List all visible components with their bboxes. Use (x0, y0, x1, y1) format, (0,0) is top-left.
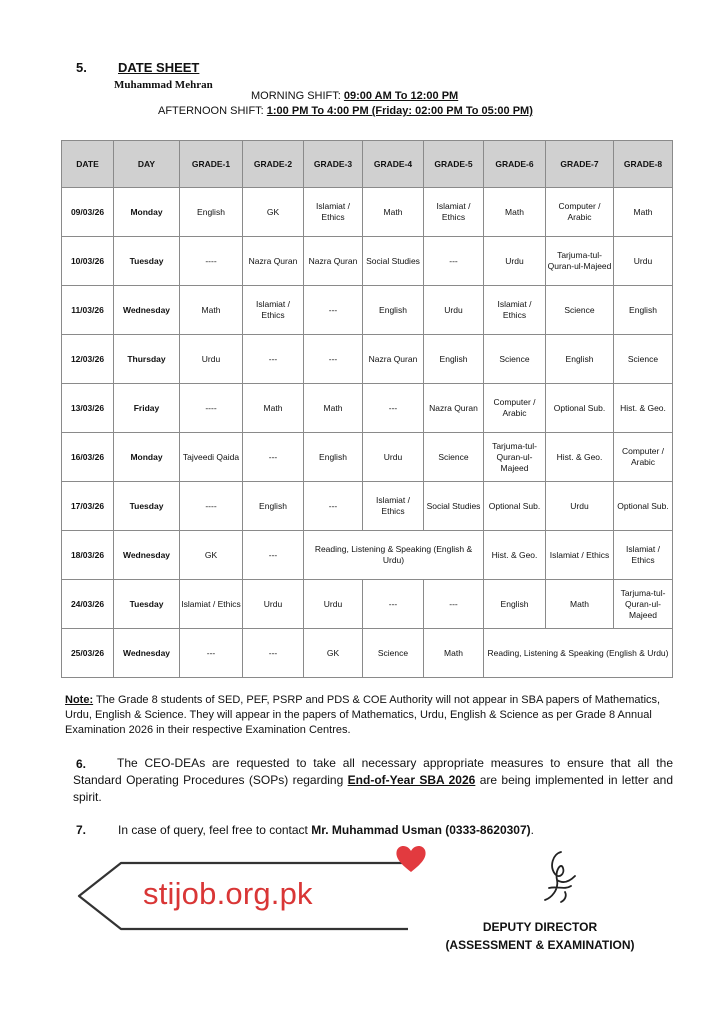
column-header: GRADE-7 (546, 141, 614, 188)
subject-cell: Science (484, 335, 546, 384)
date-cell: 25/03/26 (62, 629, 114, 678)
subject-cell: Urdu (304, 580, 363, 629)
subject-cell: Islamiat / Ethics (614, 531, 673, 580)
subject-cell: Math (304, 384, 363, 433)
subject-cell: Social Studies (424, 482, 484, 531)
subject-cell: English (180, 188, 243, 237)
table-row (62, 433, 673, 482)
author-name: Muhammad Mehran (114, 79, 213, 91)
subject-cell: English (304, 433, 363, 482)
subject-cell: Math (484, 188, 546, 237)
subject-cell: English (424, 335, 484, 384)
subject-cell: Science (546, 286, 614, 335)
paragraph-7-end: . (530, 823, 534, 837)
subject-cell: Math (363, 188, 424, 237)
table-row (62, 237, 673, 286)
column-header: GRADE-8 (614, 141, 673, 188)
subject-cell: ---- (180, 237, 243, 286)
subject-cell: Computer / Arabic (546, 188, 614, 237)
day-cell: Wednesday (114, 286, 180, 335)
paragraph-6-text: The CEO-DEAs are requested to take all necessary appropriate measures to ensure that all the Standard Operating Procedures (SOPs) regarding (73, 756, 673, 787)
table-row (62, 531, 673, 580)
day-cell: Monday (114, 433, 180, 482)
table-row (62, 188, 673, 237)
subject-cell: Computer / Arabic (614, 433, 673, 482)
day-cell: Friday (114, 384, 180, 433)
subject-cell: Urdu (614, 237, 673, 286)
subject-cell: Optional Sub. (614, 482, 673, 531)
subject-cell: Nazra Quran (304, 237, 363, 286)
date-cell: 10/03/26 (62, 237, 114, 286)
subject-cell: --- (180, 629, 243, 678)
subject-cell: Urdu (484, 237, 546, 286)
day-cell: Wednesday (114, 531, 180, 580)
subject-cell: Islamiat / Ethics (180, 580, 243, 629)
subject-cell: Reading, Listening & Speaking (English & Urdu) (304, 531, 484, 580)
subject-cell: Tarjuma-tul-Quran-ul-Majeed (484, 433, 546, 482)
subject-cell: --- (304, 286, 363, 335)
date-cell: 09/03/26 (62, 188, 114, 237)
watermark-text: stijob.org.pk (143, 876, 313, 911)
subject-cell: Islamiat / Ethics (484, 286, 546, 335)
date-cell: 11/03/26 (62, 286, 114, 335)
signature-image (535, 848, 583, 906)
paragraph-7 (118, 823, 534, 837)
day-cell: Wednesday (114, 629, 180, 678)
subject-cell: Science (614, 335, 673, 384)
subject-cell: --- (363, 384, 424, 433)
subject-cell: --- (424, 237, 484, 286)
column-header: GRADE-5 (424, 141, 484, 188)
subject-cell: Islamiat / Ethics (363, 482, 424, 531)
subject-cell: GK (180, 531, 243, 580)
day-cell: Monday (114, 188, 180, 237)
column-header: GRADE-3 (304, 141, 363, 188)
subject-cell: Hist. & Geo. (546, 433, 614, 482)
heart-icon (394, 842, 428, 876)
subject-cell: Tarjuma-tul-Quran-ul-Majeed (614, 580, 673, 629)
subject-cell: Nazra Quran (363, 335, 424, 384)
afternoon-shift (158, 105, 533, 117)
table-row (62, 286, 673, 335)
subject-cell: Science (363, 629, 424, 678)
subject-cell: Urdu (424, 286, 484, 335)
subject-cell: Islamiat / Ethics (243, 286, 304, 335)
day-cell: Tuesday (114, 580, 180, 629)
subject-cell: GK (304, 629, 363, 678)
day-cell: Thursday (114, 335, 180, 384)
paragraph-7-number: 7. (76, 823, 87, 837)
signatory-title: DEPUTY DIRECTOR (482, 920, 598, 934)
subject-cell: English (243, 482, 304, 531)
table-row (62, 482, 673, 531)
paragraph-6 (73, 755, 673, 806)
subject-cell: GK (243, 188, 304, 237)
subject-cell: --- (243, 531, 304, 580)
subject-cell: Math (243, 384, 304, 433)
subject-cell: --- (363, 580, 424, 629)
afternoon-shift-time: 1:00 PM To 4:00 PM (Friday: 02:00 PM To 05:00 PM) (266, 105, 533, 117)
afternoon-shift-label: AFTERNOON SHIFT: (158, 105, 267, 117)
paragraph-7-text: In case of query, feel free to contact (118, 823, 312, 837)
subject-cell: Math (180, 286, 243, 335)
date-cell: 16/03/26 (62, 433, 114, 482)
subject-cell: Tarjuma-tul-Quran-ul-Majeed (546, 237, 614, 286)
table-row (62, 580, 673, 629)
subject-cell: Computer / Arabic (484, 384, 546, 433)
paragraph-6-bold: End-of-Year SBA 2026 (347, 773, 476, 787)
column-header: GRADE-4 (363, 141, 424, 188)
section-number: 5. (76, 60, 87, 75)
subject-cell: Reading, Listening & Speaking (English & Urdu) (484, 629, 673, 678)
column-header: GRADE-1 (180, 141, 243, 188)
subject-cell: Urdu (243, 580, 304, 629)
paragraph-6-number: 6. (76, 757, 87, 771)
subject-cell: --- (243, 629, 304, 678)
paragraph-7-contact: Mr. Muhammad Usman (0333-8620307) (311, 823, 531, 837)
subject-cell: --- (243, 433, 304, 482)
column-header: GRADE-2 (243, 141, 304, 188)
paragraph-6-end: are being implemented in letter and spirit. (73, 773, 673, 804)
day-cell: Tuesday (114, 237, 180, 286)
table-header-row (62, 141, 673, 188)
signatory-department: (ASSESSMENT & EXAMINATION) (445, 938, 635, 952)
subject-cell: Islamiat / Ethics (546, 531, 614, 580)
morning-shift-label: MORNING SHIFT: (251, 90, 344, 102)
subject-cell: Nazra Quran (424, 384, 484, 433)
note-paragraph (65, 693, 673, 738)
note-text: The Grade 8 students of SED, PEF, PSRP and PDS & COE Authority will not appear in SBA papers of Mathematics, Urdu, English & Science. They will appear in the papers of Mathematics, Urdu, English & Science as per Grade 8 Annual Examination 2026 in their respective Examination Centres. (65, 694, 661, 736)
subject-cell: --- (243, 335, 304, 384)
date-cell: 13/03/26 (62, 384, 114, 433)
column-header: GRADE-6 (484, 141, 546, 188)
subject-cell: Urdu (180, 335, 243, 384)
subject-cell: Math (546, 580, 614, 629)
subject-cell: Hist. & Geo. (484, 531, 546, 580)
subject-cell: Optional Sub. (546, 384, 614, 433)
subject-cell: English (614, 286, 673, 335)
day-cell: Tuesday (114, 482, 180, 531)
subject-cell: Math (614, 188, 673, 237)
subject-cell: Optional Sub. (484, 482, 546, 531)
subject-cell: ---- (180, 482, 243, 531)
subject-cell: Urdu (363, 433, 424, 482)
section-title: DATE SHEET (118, 60, 200, 75)
subject-cell: Hist. & Geo. (614, 384, 673, 433)
table-row (62, 629, 673, 678)
signatory-block (426, 918, 654, 954)
subject-cell: Nazra Quran (243, 237, 304, 286)
column-header: DATE (62, 141, 114, 188)
morning-shift (251, 90, 458, 102)
note-label: Note: (65, 694, 94, 706)
subject-cell: Math (424, 629, 484, 678)
date-cell: 24/03/26 (62, 580, 114, 629)
date-sheet-table (61, 140, 673, 678)
column-header: DAY (114, 141, 180, 188)
subject-cell: --- (304, 335, 363, 384)
subject-cell: ---- (180, 384, 243, 433)
subject-cell: --- (424, 580, 484, 629)
subject-cell: Science (424, 433, 484, 482)
table-row (62, 384, 673, 433)
subject-cell: Social Studies (363, 237, 424, 286)
subject-cell: Islamiat / Ethics (304, 188, 363, 237)
subject-cell: English (546, 335, 614, 384)
date-cell: 18/03/26 (62, 531, 114, 580)
subject-cell: English (363, 286, 424, 335)
table-row (62, 335, 673, 384)
morning-shift-time: 09:00 AM To 12:00 PM (343, 90, 459, 102)
subject-cell: English (484, 580, 546, 629)
date-cell: 17/03/26 (62, 482, 114, 531)
subject-cell: Tajveedi Qaida (180, 433, 243, 482)
subject-cell: Urdu (546, 482, 614, 531)
table-body (62, 188, 673, 678)
subject-cell: Islamiat / Ethics (424, 188, 484, 237)
subject-cell: --- (304, 482, 363, 531)
date-cell: 12/03/26 (62, 335, 114, 384)
